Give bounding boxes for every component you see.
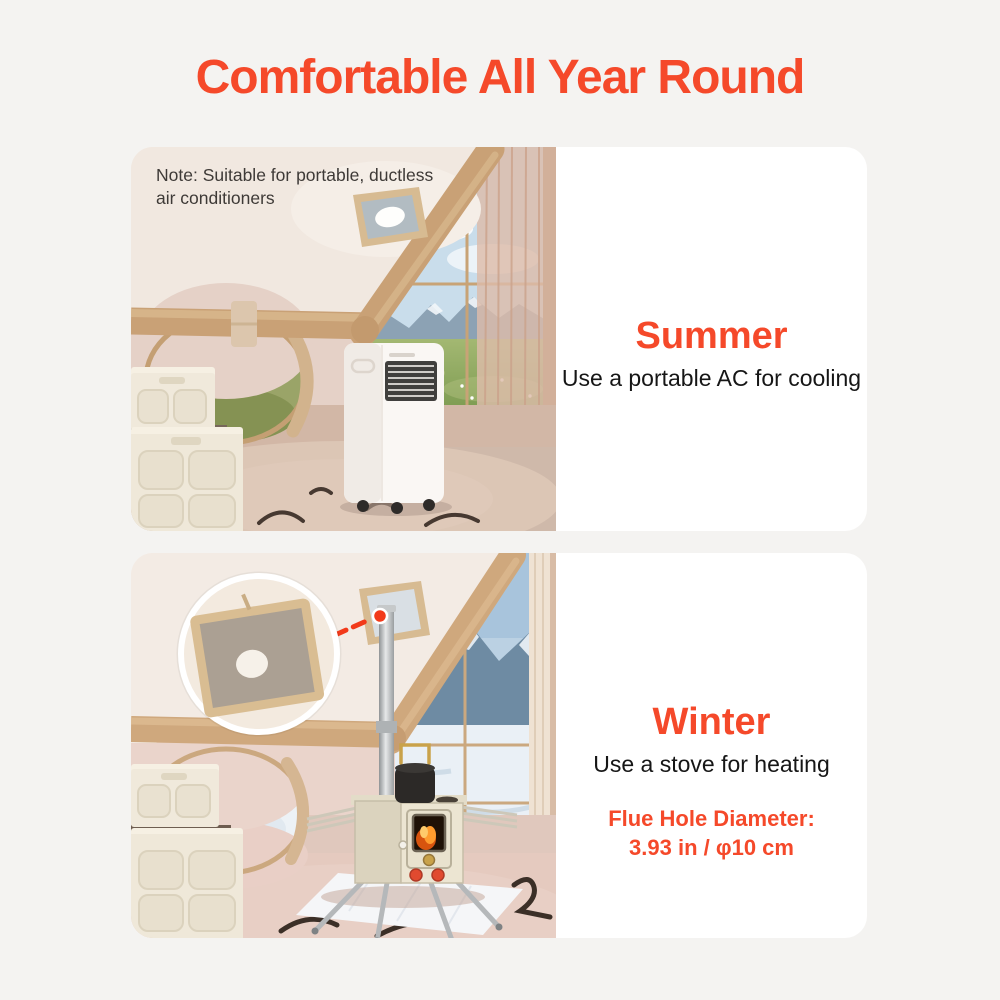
summer-card	[131, 147, 867, 531]
stove-red-knob	[432, 869, 444, 881]
stove-chimney	[376, 605, 397, 801]
winter-text-panel	[556, 553, 867, 938]
sheer-curtain	[477, 147, 556, 419]
flue-diameter-spec	[556, 804, 867, 862]
flue-vent	[359, 581, 430, 645]
flue-diameter-label: Flue Hole Diameter:	[608, 806, 815, 832]
flue-diameter-value: 3.93 in / φ10 cm	[629, 835, 794, 861]
stove-red-knob	[410, 869, 422, 881]
ac-logo	[389, 353, 415, 357]
ac-handle	[352, 360, 374, 372]
summer-heading: Summer	[635, 315, 788, 357]
summer-text-panel	[556, 147, 867, 531]
summer-subtitle: Use a portable AC for cooling	[561, 364, 862, 391]
note-line-2: air conditioners	[156, 187, 275, 208]
summer-photo	[131, 147, 556, 531]
winter-heading: Winter	[652, 701, 771, 743]
winter-tent-illustration	[131, 553, 556, 938]
photo-note	[156, 164, 433, 210]
page-title: Comfortable All Year Round	[195, 51, 805, 104]
portable-ac-unit	[340, 343, 452, 516]
winter-card	[131, 553, 867, 938]
winter-subtitle: Use a stove for heating	[593, 750, 830, 777]
note-line-1: Note: Suitable for portable, ductless	[156, 165, 434, 185]
pointer-dot	[373, 609, 387, 623]
door-latch-knob	[424, 855, 435, 866]
winter-photo	[131, 553, 556, 938]
